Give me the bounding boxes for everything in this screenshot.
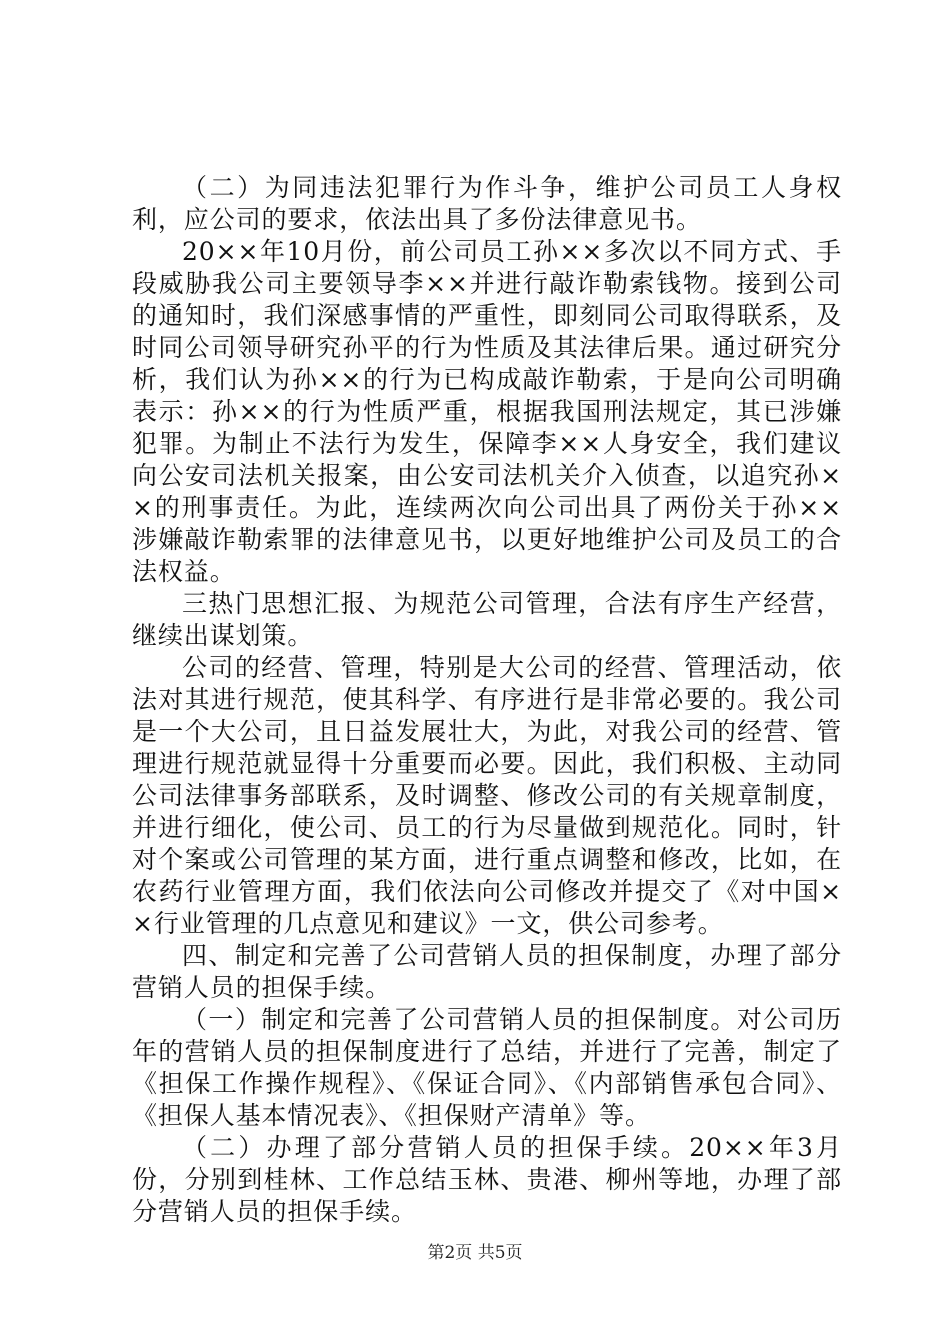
paragraph-section-three-heading: 三热门思想汇报、为规范公司管理，合法有序生产经营，继续出谋划策。 bbox=[132, 589, 842, 650]
paragraph-guarantee-system: （一）制定和完善了公司营销人员的担保制度。对公司历年的营销人员的担保制度进行了总结，并进行了完善，制定了《担保工作操作规程》、《保证合同》、《内部销售承包合同》、《担保人基本情况表》、《担保财产清单》等。 bbox=[132, 1005, 842, 1130]
page-number-footer: 第2页 共5页 bbox=[427, 1243, 523, 1263]
paragraph-management-regulation: 公司的经营、管理，特别是大公司的经营、管理活动，依法对其进行规范，使其科学、有序进行是非常必要的。我公司是一个大公司，且日益发展壮大，为此，对我公司的经营、管理进行规范就显得十分重要而必要。因此，我们积极、主动同公司法律事务部联系，及时调整、修改公司的有关规章制度，并进行细化，使公司、员工的行为尽量做到规范化。同时，针对个案或公司管理的某方面，进行重点调整和修改，比如，在农药行业管理方面，我们依法向公司修改并提交了《对中国××行业管理的几点意见和建议》一文，供公司参考。 bbox=[132, 653, 842, 938]
paragraph-extortion-case: 20××年10月份，前公司员工孙××多次以不同方式、手段威胁我公司主要领导李××并进行敲诈勒索钱物。接到公司的通知时，我们深感事情的严重性，即刻同公司取得联系，及时同公司领导研究孙平的行为性质及其法律后果。通过研究分析，我们认为孙××的行为已构成敲诈勒索，于是向公司明确表示：孙××的行为性质严重，根据我国刑法规定，其已涉嫌犯罪。为制止不法行为发生，保障李××人身安全，我们建议向公安司法机关报案，由公安司法机关介入侦查，以追究孙××的刑事责任。为此，连续两次向公司出具了两份关于孙××涉嫌敲诈勒索罪的法律意见书，以更好地维护公司及员工的合法权益。 bbox=[132, 237, 842, 586]
document-body bbox=[132, 172, 842, 1228]
paragraph-section-four-heading: 四、制定和完善了公司营销人员的担保制度，办理了部分营销人员的担保手续。 bbox=[132, 941, 842, 1002]
paragraph-protect-rights: （二）为同违法犯罪行为作斗争，维护公司员工人身权利，应公司的要求，依法出具了多份法律意见书。 bbox=[132, 173, 842, 234]
paragraph-guarantee-procedures: （二）办理了部分营销人员的担保手续。20××年3月份，分别到桂林、工作总结玉林、贵港、柳州等地，办理了部分营销人员的担保手续。 bbox=[132, 1133, 842, 1226]
